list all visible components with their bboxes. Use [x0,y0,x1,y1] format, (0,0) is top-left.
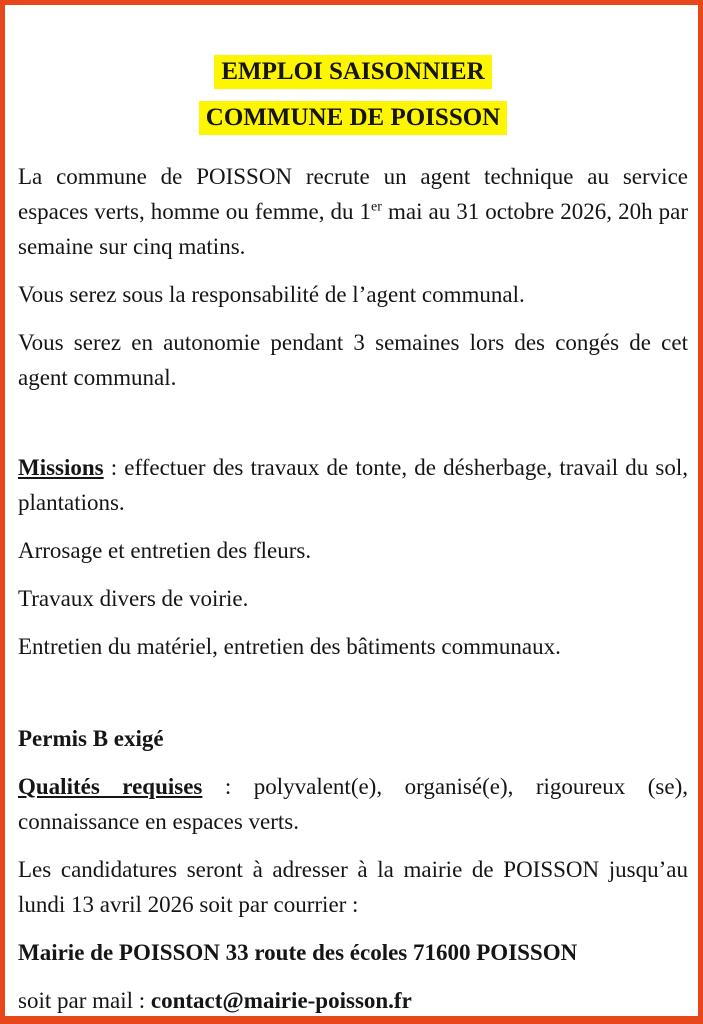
mail-prefix: soit par mail : [18,988,151,1013]
watering-paragraph: Arrosage et entretien des fleurs. [18,538,312,563]
missions-label: Missions [18,455,104,480]
ordinal-superscript: er [371,199,382,215]
address-paragraph: Mairie de POISSON 33 route des écoles 71600 POISSON [18,940,578,965]
intro-paragraph [18,159,688,264]
mail-paragraph [18,983,688,1018]
qualities-paragraph [18,769,688,839]
title-highlight-1: EMPLOI SAISONNIER [214,55,491,89]
missions-paragraph [18,450,688,520]
responsibility-paragraph: Vous serez sous la responsabilité de l’agent communal. [18,282,525,307]
missions-text: : effectuer des travaux de tonte, de désherbage, travail du sol, plantations. [18,455,688,515]
roadworks-paragraph: Travaux divers de voirie. [18,586,249,611]
maintenance-paragraph: Entretien du matériel, entretien des bâtiments communaux. [18,634,561,659]
applications-paragraph: Les candidatures seront à adresser à la mairie de POISSON jusqu’au lundi 13 avril 2026 soit par courrier : [18,857,688,917]
document-title-line1 [18,55,688,89]
qualities-text: : polyvalent(e), organisé(e), rigoureux (se), connaissance en espaces verts. [18,774,688,834]
title-highlight-2: COMMUNE DE POISSON [199,101,507,135]
autonomy-paragraph: Vous serez en autonomie pendant 3 semaines lors des congés de cet agent communal. [18,330,688,390]
mail-email: contact@mairie-poisson.fr [150,988,412,1013]
intro-text-after-sup: mai au 31 octobre 2026, 20h par semaine sur cinq matins. [18,199,689,259]
qualities-label: Qualités requises [18,774,203,799]
license-paragraph: Permis B exigé [18,726,164,751]
intro-text-before-sup: La commune de POISSON recrute un agent technique au service espaces verts, homme ou femme, du 1 [18,164,688,224]
document-title-line2 [18,101,688,135]
